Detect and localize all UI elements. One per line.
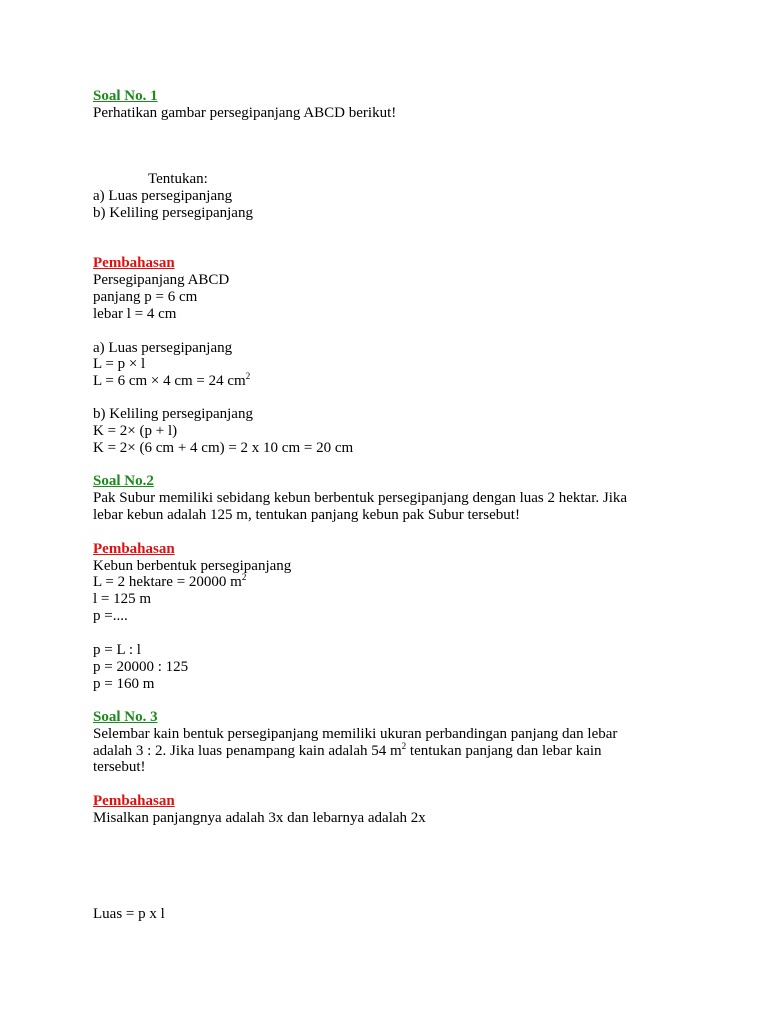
pembahasan-1-keliling-title: b) Keliling persegipanjang [93, 406, 253, 422]
luas-calc-text: L = 6 cm × 4 cm = 24 cm [93, 373, 246, 389]
pembahasan-2-line-5: p = L : l [93, 642, 141, 658]
soal-1-heading: Soal No. 1 [93, 88, 158, 104]
pembahasan-2-line-6: p = 20000 : 125 [93, 659, 189, 675]
soal-3-heading: Soal No. 3 [93, 709, 158, 725]
pembahasan-2-line-7: p = 160 m [93, 676, 155, 692]
pembahasan-1-luas-calc [93, 373, 250, 390]
pembahasan-2-line-4: p =.... [93, 608, 128, 624]
area-hektare-superscript: 2 [241, 572, 247, 582]
soal-2-line-1: Pak Subur memiliki sebidang kebun berbentuk persegipanjang dengan luas 2 hektar. Jika [93, 490, 628, 506]
pembahasan-1-line-3: lebar l = 4 cm [93, 306, 177, 322]
pembahasan-1-luas-title: a) Luas persegipanjang [93, 340, 233, 356]
luas-calc-superscript: 2 [245, 371, 251, 381]
pembahasan-3-luas: Luas = p x l [93, 906, 165, 922]
area-hektare-text: L = 2 hektare = 20000 m [93, 574, 242, 590]
pembahasan-2-heading: Pembahasan [93, 541, 175, 557]
soal-2-line-2: lebar kebun adalah 125 m, tentukan panjang kebun pak Subur tersebut! [93, 507, 520, 523]
pembahasan-3-line-1: Misalkan panjangnya adalah 3x dan lebarnya adalah 2x [93, 810, 426, 826]
soal-1-item-b: b) Keliling persegipanjang [93, 205, 253, 221]
soal-2-heading: Soal No.2 [93, 473, 154, 489]
pembahasan-3-heading: Pembahasan [93, 793, 175, 809]
soal-3-line-1: Selembar kain bentuk persegipanjang memiliki ukuran perbandingan panjang dan lebar [93, 726, 618, 742]
pembahasan-1-keliling-calc: K = 2× (6 cm + 4 cm) = 2 x 10 cm = 20 cm [93, 440, 354, 456]
pembahasan-1-line-2: panjang p = 6 cm [93, 289, 198, 305]
soal-3-line-3: tersebut! [93, 759, 146, 775]
pembahasan-1-luas-formula: L = p × l [93, 356, 146, 372]
pembahasan-2-line-3: l = 125 m [93, 591, 152, 607]
soal-3-line-2 [93, 743, 602, 760]
pembahasan-2-line-2 [93, 574, 246, 591]
soal-3-line-2-part-1: adalah 3 : 2. Jika luas penampang kain adalah 54 m [93, 743, 402, 759]
pembahasan-1-line-1: Persegipanjang ABCD [93, 272, 230, 288]
soal-1-item-a: a) Luas persegipanjang [93, 188, 233, 204]
soal-3-line-2-superscript: 2 [401, 741, 407, 751]
pembahasan-1-heading: Pembahasan [93, 255, 175, 271]
soal-1-tentukan: Tentukan: [148, 171, 208, 187]
pembahasan-2-line-1: Kebun berbentuk persegipanjang [93, 558, 292, 574]
soal-1-question: Perhatikan gambar persegipanjang ABCD berikut! [93, 105, 397, 121]
pembahasan-1-keliling-formula: K = 2× (p + l) [93, 423, 178, 439]
soal-3-line-2-part-2: tentukan panjang dan lebar kain [406, 743, 602, 759]
